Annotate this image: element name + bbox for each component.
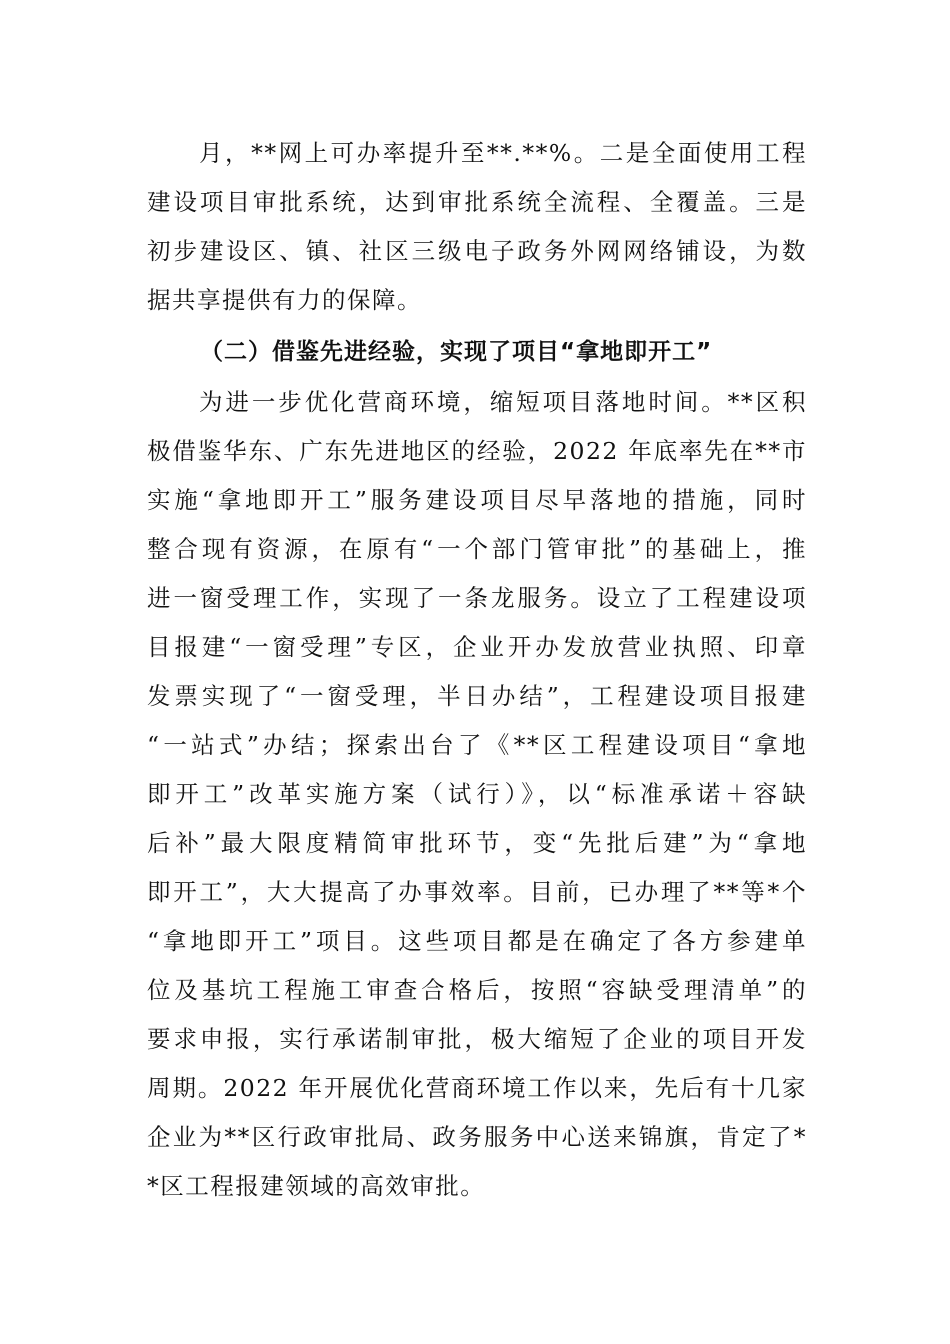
text-line: “一站式”办结；探索出台了《**区工程建设项目“拿地	[147, 731, 807, 759]
text-line: 极借鉴华东、广东先进地区的经验，2022 年底率先在**市	[147, 437, 807, 465]
text-line: 位及基坑工程施工审查合格后，按照“容缺受理清单”的	[147, 976, 807, 1004]
section-heading: （二）借鉴先进经验，实现了项目“拿地即开工”	[200, 339, 713, 365]
text-line: 月，**网上可办率提升至**.**%。二是全面使用工程	[199, 139, 807, 167]
text-line: 发票实现了“一窗受理，半日办结”，工程建设项目报建	[147, 682, 807, 710]
text-line: 目报建“一窗受理”专区，企业开办发放营业执照、印章	[147, 633, 807, 661]
text-line: 建设项目审批系统，达到审批系统全流程、全覆盖。三是	[147, 188, 807, 216]
text-line: 整合现有资源，在原有“一个部门管审批”的基础上，推	[147, 535, 807, 563]
text-line: 为进一步优化营商环境，缩短项目落地时间。**区积	[199, 388, 807, 416]
text-line: 即开工”改革实施方案（试行）》，以“标准承诺＋容缺	[147, 780, 807, 808]
text-line: 进一窗受理工作，实现了一条龙服务。设立了工程建设项	[147, 584, 807, 612]
text-line: 后补”最大限度精简审批环节，变“先批后建”为“拿地	[147, 829, 807, 857]
text-line: 据共享提供有力的保障。	[147, 286, 422, 314]
text-line: *区工程报建领域的高效审批。	[147, 1172, 486, 1200]
text-line: 企业为**区行政审批局、政务服务中心送来锦旗，肯定了*	[147, 1123, 807, 1151]
text-line: “拿地即开工”项目。这些项目都是在确定了各方参建单	[147, 927, 807, 955]
text-line: 周期。2022 年开展优化营商环境工作以来，先后有十几家	[147, 1074, 807, 1102]
paragraph-2	[147, 378, 807, 1211]
text-line: 要求申报，实行承诺制审批，极大缩短了企业的项目开发	[147, 1025, 807, 1053]
text-line: 即开工”，大大提高了办事效率。目前，已办理了**等*个	[147, 878, 807, 906]
paragraph-1	[147, 129, 807, 325]
text-line: 实施“拿地即开工”服务建设项目尽早落地的措施，同时	[147, 486, 807, 514]
text-line: 初步建设区、镇、社区三级电子政务外网网络铺设，为数	[147, 237, 807, 265]
